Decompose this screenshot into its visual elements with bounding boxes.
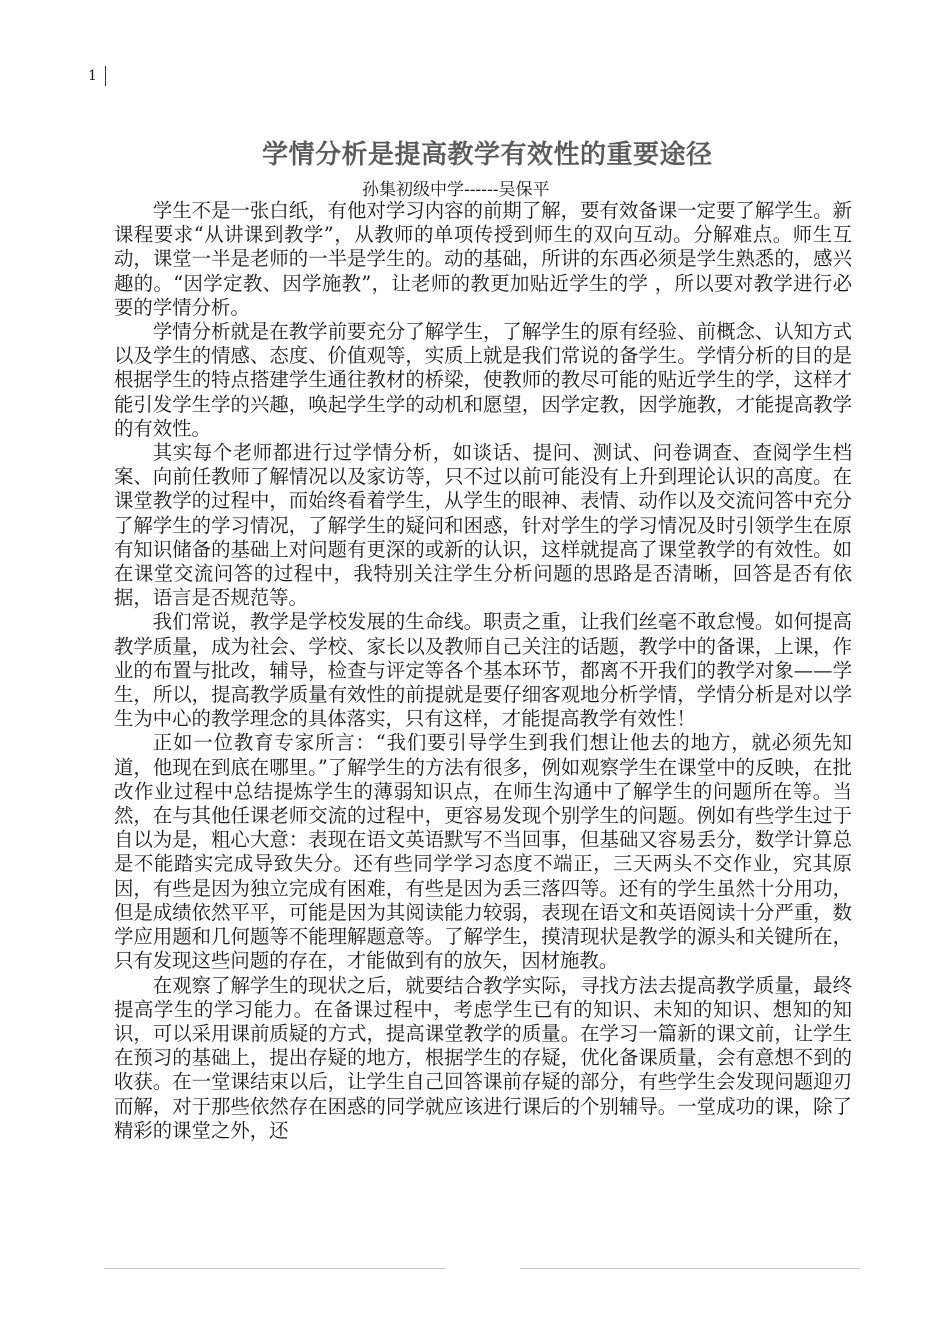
footer-divider-left [104,1268,446,1269]
document-title: 学情分析是提高教学有效性的重要途径 [262,140,713,170]
paragraph-3: 其实每个老师都进行过学情分析，如谈话、提问、测试、问卷调查、查阅学生档案、向前任教师了解情况以及家访等，只不过以前可能没有上升到理论认识的高度。在课堂教学的过程中，而始终看着学生，从学生的眼神、表情、动作以及交流问答中充分了解学生的学习情况，了解学生的疑问和困惑，针对学生的学习情况及时引领学生在原有知识储备的基础上对问题有更深的或新的认识，这样就提高了课堂教学的有效性。如在课堂交流问答的过程中，我特别关注学生分析问题的思路是否清晰，回答是否有依据，语言是否规范等。 [114,441,852,610]
page-number: 1 [88,66,106,86]
paragraph-1: 学生不是一张白纸，有他对学习内容的前期了解，要有效备课一定要了解学生。新课程要求“从讲课到教学”，从教师的单项传授到师生的双向互动。分解难点。师生互动，课堂一半是老师的一半是学生的。动的基础，所讲的东西必须是学生熟悉的，感兴趣的。“因学定教、因学施教”，让老师的教更加贴近学生的学 ，所以要对教学进行必要的学情分析。 [114,199,852,319]
document-body [114,199,852,1143]
paragraph-5: 正如一位教育专家所言：“我们要引导学生到我们想让他去的地方，就必须先知道，他现在到底在哪里。”了解学生的方法有很多，例如观察学生在课堂中的反映，在批改作业过程中总结提炼学生的薄弱知识点，在师生沟通中了解学生的问题所在等。当然，在与其他任课老师交流的过程中，更容易发现个别学生的问题。例如有些学生过于自以为是，粗心大意：表现在语文英语默写不当回事，但基础又容易丢分，数学计算总是不能踏实完成导致失分。还有些同学学习态度不端正，三天两头不交作业，究其原因，有些是因为独立完成有困难，有些是因为丢三落四等。还有的学生虽然十分用功，但是成绩依然平平，可能是因为其阅读能力较弱，表现在语文和英语阅读十分严重，数学应用题和几何题等不能理解题意等。了解学生，摸清现状是教学的源头和关键所在，只有发现这些问题的存在，才能做到有的放矢，因材施教。 [114,731,852,973]
paragraph-6: 在观察了解学生的现状之后，就要结合教学实际，寻找方法去提高教学质量，最终提高学生的学习能力。在备课过程中，考虑学生已有的知识、未知的知识、想知的知识，可以采用课前质疑的方式，提高课堂教学的质量。在学习一篇新的课文前，让学生在预习的基础上，提出存疑的地方，根据学生的存疑，优化备课质量，会有意想不到的收获。在一堂课结束以后，让学生自己回答课前存疑的部分，有些学生会发现问题迎刃而解，对于那些依然存在困惑的同学就应该进行课后的个别辅导。一堂成功的课，除了精彩的课堂之外，还 [114,973,852,1142]
document-author: 孙集初级中学------吴保平 [362,180,550,200]
paragraph-2: 学情分析就是在教学前要充分了解学生，了解学生的原有经验、前概念、认知方式以及学生的情感、态度、价值观等，实质上就是我们常说的备学生。学情分析的目的是根据学生的特点搭建学生通往教材的桥梁，使教师的教尽可能的贴近学生的学，这样才能引发学生学的兴趣，唤起学生学的动机和愿望，因学定教，因学施教，才能提高教学的有效性。 [114,320,852,440]
paragraph-4: 我们常说，教学是学校发展的生命线。职责之重，让我们丝毫不敢怠慢。如何提高教学质量，成为社会、学校、家长以及教师自己关注的话题，教学中的备课，上课，作业的布置与批改，辅导，检查与评定等各个基本环节，都离不开我们的教学对象——学生，所以，提高教学质量有效性的前提就是要仔细客观地分析学情，学情分析是对以学生为中心的教学理念的具体落实，只有这样，才能提高教学有效性！ [114,610,852,731]
footer-divider-right [520,1268,860,1269]
